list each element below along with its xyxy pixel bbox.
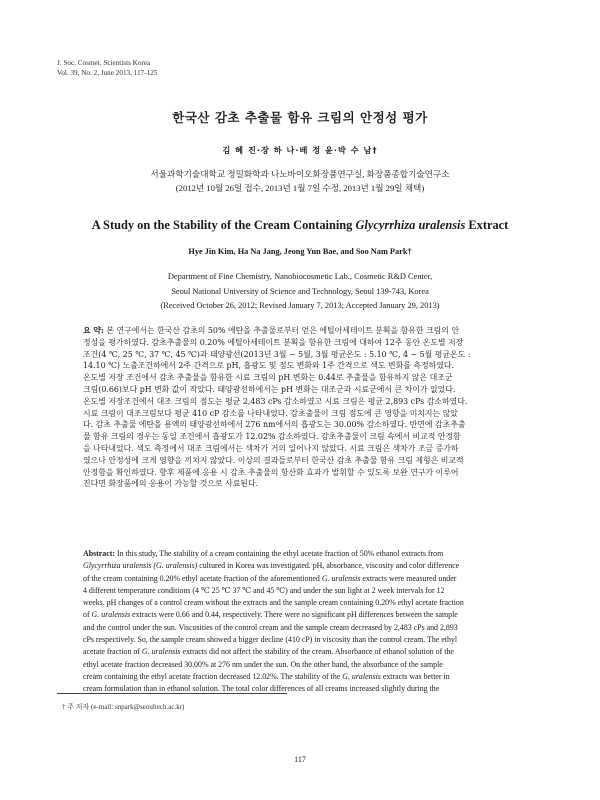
korean-abstract-label: 요 약: bbox=[83, 326, 104, 335]
english-abstract-line: cream containing the ethyl acetate fraction decreased 12.02%. The stability of the G. uralensis extracts was better in bbox=[83, 671, 450, 681]
english-title-pre: A Study on the Stability of the Cream Containing bbox=[91, 218, 356, 232]
korean-abstract-line: 크림(0.66)보다 pH 변화 값이 작았다. 태양광선하에서는 pH 변화는 대조군과 시료군에서 큰 차이가 없었다. bbox=[83, 384, 456, 394]
korean-abstract-line: 정성을 평가하였다. 감초추출물의 0.20% 에틸아세테이트 분획을 함유한 크림에 대하여 12주 동안 온도별 저장 bbox=[83, 337, 464, 347]
korean-abstract-line: 요 약: 본 연구에서는 한국산 감초의 50% 에탄올 추출물로부터 얻은 에틸아세테이트 분획을 함유한 크림의 안 bbox=[83, 326, 459, 335]
english-abstract-line: 4 different temperature conditions (4 ℃ 25 ℃ 37 ℃ and 45 ℃) and under the sun light at 2 week intervals for 12 bbox=[83, 585, 445, 595]
journal-volume: Vol. 39, No. 2, June 2013, 117-125 bbox=[57, 69, 158, 77]
korean-abstract-line: 온도별 저장 조건에서 감초 추출물을 함유한 시료 크림의 pH 변화는 0.44로 추출물을 함유하지 않은 대조군 bbox=[83, 373, 453, 383]
english-abstract-line: cream formulation than in ethanol solution. The total color differences of all creams increased slightly during the bbox=[83, 684, 440, 694]
english-title-species: Glycyrrhiza uralensis bbox=[355, 218, 466, 232]
page-number: 117 bbox=[294, 755, 306, 764]
korean-abstract bbox=[83, 325, 519, 490]
english-abstract bbox=[83, 548, 519, 696]
korean-abstract-line: 진다면 화장품에의 응용이 가능할 것으로 사료된다. bbox=[83, 479, 259, 489]
english-abstract-line: Abstract: In this study, The stability of a cream containing the ethyl acetate fraction of 50% ethanol extracts from bbox=[83, 549, 444, 558]
english-abstract-line: weeks. pH changes of a control cream without the extracts and the sample cream containing 0.20% ethyl acetate fraction bbox=[83, 598, 464, 608]
korean-abstract-line: 조건(4 ℃, 25 ℃, 37 ℃, 45 ℃)과 태양광선(2013년 3월 ~ 5월, 3월 평균온도 : 5.10 ℃, 4 ~ 5월 평균온도 : bbox=[83, 349, 471, 359]
english-title bbox=[0, 218, 600, 233]
english-abstract-line: of G. uralensis extracts were 0.66 and 0.44, respectively. There were no significant pH differences between the sample bbox=[83, 610, 458, 620]
footnote-corresponding-author: † 주 저자 (e-mail: snpark@seoultech.ac.kr) bbox=[62, 703, 185, 711]
english-abstract-line: ethyl acetate fraction decreased 30.00% at 276 nm under the sun. On the other hand, the absorbance of the sample bbox=[83, 659, 443, 669]
english-abstract-label: Abstract: bbox=[83, 549, 115, 558]
affiliation-dates: (Received October 26, 2012; Revised January 7, 2013; Accepted January 29, 2013) bbox=[160, 301, 440, 310]
korean-title: 한국산 감초 추출물 함유 크림의 안정성 평가 bbox=[172, 110, 428, 125]
english-abstract-line: of the cream containing 0.20% ethyl acetate fraction of the aforementioned G. uralensis extracts were measured under bbox=[83, 573, 457, 583]
korean-dates: (2012년 10월 26일 접수, 2013년 1월 7일 수정, 2013년 1월 29일 채택) bbox=[175, 183, 425, 193]
footnote-divider bbox=[57, 693, 287, 694]
english-abstract-line: cPs respectively. So, the sample cream showed a bigger decline (410 cP) in viscosity than the control cream. The ethyl bbox=[83, 635, 458, 645]
korean-abstract-line: 을 나타내었다. 색도 측정에서 대조 크림에서는 색차가 거의 일어나지 않았다. 시료 크림은 색차가 조금 증가하 bbox=[83, 443, 459, 453]
affiliation-department: Department of Fine Chemistry, Nanobiocosmetic Lab., Cosmetic R&D Center, bbox=[167, 272, 433, 281]
english-abstract-line: and the control under the sun. Viscosities of the control cream and the sample cream decreased by 2,483 cPs and 2,893 bbox=[83, 622, 458, 632]
korean-abstract-line: 였으나 안정성에 크게 영향을 끼치지 않았다. 이상의 결과들로부터 한국산 감초 추출물 함유 크림 제형은 비교적 bbox=[83, 455, 464, 465]
english-title-post: Extract bbox=[465, 218, 509, 232]
korean-abstract-line: 다. 감초 추출물 에탄올 용액의 태양광선하에서 276 nm에서의 흡광도는 30.00% 감소하였다. 반면에 감초추출 bbox=[83, 420, 466, 430]
korean-affiliation: 서울과학기술대학교 정밀화학과 나노바이오화장품연구실, 화장품종합기술연구소 bbox=[150, 169, 450, 179]
english-affiliation bbox=[0, 270, 600, 314]
journal-header bbox=[57, 58, 157, 78]
affiliation-university: Seoul National University of Science and Technology, Seoul 139-743, Korea bbox=[171, 286, 429, 296]
korean-abstract-line: 물 함유 크림의 경우는 동일 조건에서 흡광도가 12.02% 감소하였다. 감초추출물이 크림 속에서 비교적 안정함 bbox=[83, 432, 461, 442]
english-abstract-line: Glycyrrhiza uralensis (G. uralensis) cultured in Korea was investigated. pH, absorbance, viscosity and color difference bbox=[83, 561, 460, 571]
english-abstract-line: acetate fraction of G. uralensis extracts did not affect the stability of the cream. Absorbance of ethanol solution of the bbox=[83, 647, 454, 657]
korean-abstract-line: 시료 크림이 대조크림보다 평균 410 cP 감소를 나타내었다. 감초출물이 크림 점도에 큰 영향을 미치지는 않았 bbox=[83, 408, 458, 418]
journal-name: J. Soc. Cosmet. Scientists Korea bbox=[57, 59, 151, 67]
korean-abstract-line: 온도별 저장조건에서 대조 크림의 점도는 평균 2,483 cPs 감소하였고 시료 크림은 평균 2,893 cPs 감소하였다. bbox=[83, 396, 468, 406]
english-authors: Hye Jin Kim, Ha Na Jang, Jeong Yun Bae, and Soo Nam Park† bbox=[188, 247, 412, 256]
korean-abstract-line: 14.10 ℃) 노출조건하에서 2주 간격으로 pH, 흡광도 및 점도 변화와 1주 간격으로 색도 변화를 측정하였다. bbox=[83, 361, 455, 371]
korean-authors: 김 혜 진·장 하 나·배 정 윤·박 수 남† bbox=[222, 145, 378, 155]
korean-abstract-line: 안정함을 확인하였다. 향후 제품에 응용 시 감초 추출물의 항산화 효과가 발휘할 수 있도록 보완 연구가 이루어 bbox=[83, 467, 459, 477]
